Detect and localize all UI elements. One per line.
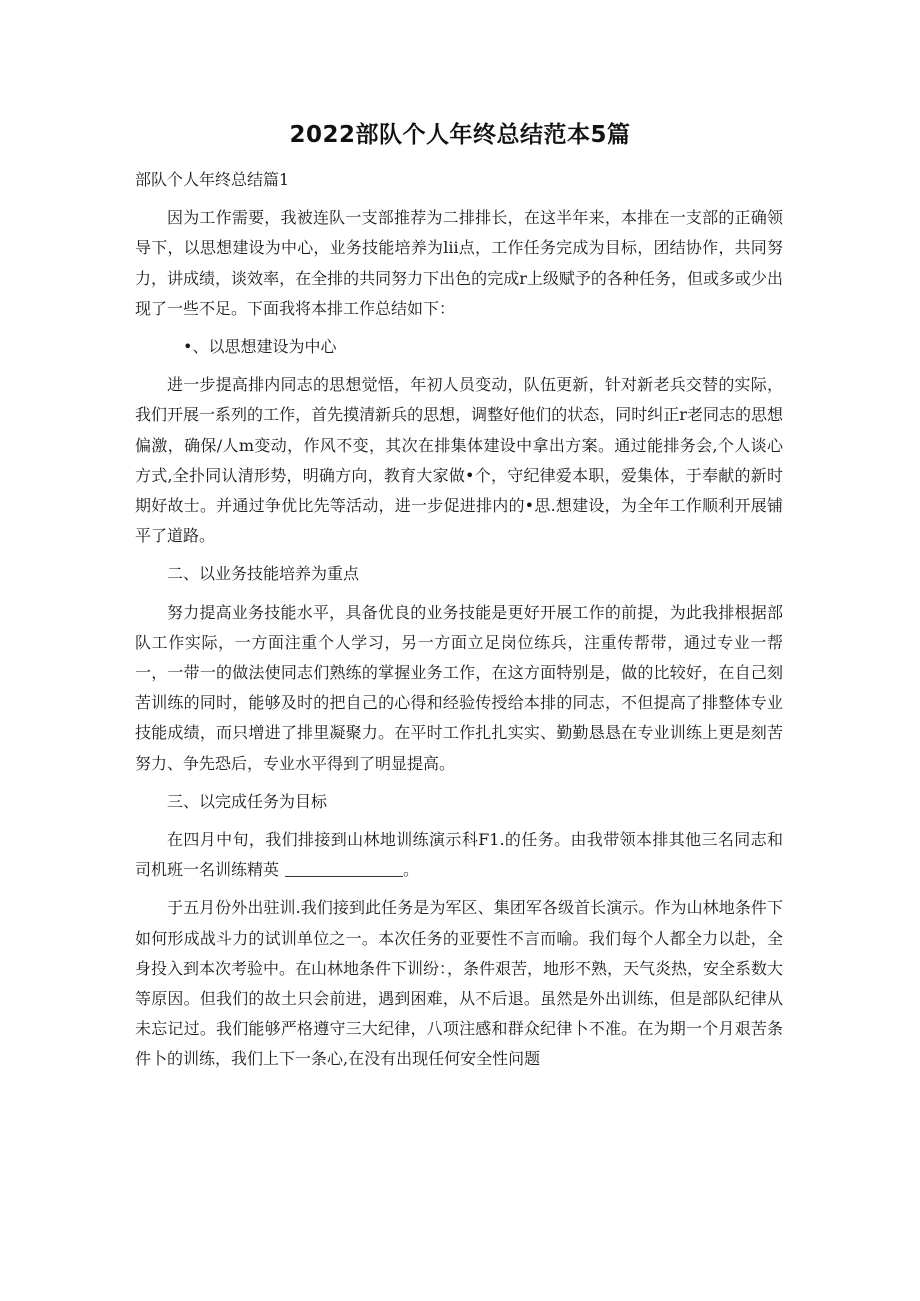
heading-tasks: 三、以完成任务为目标	[167, 791, 328, 811]
skills-paragraph: 努力提高业务技能水平，具备优良的业务技能是更好开展工作的前提，为此我排根据部队工作实际，一方面注重个人学习，另一方面立足岗位练兵，注重传帮带，通过专业一帮一，一带一的做法使同志们熟练的掌握业务工作，在这方面特别是，做的比较好，在自己刻苦训练的同时，能够及时的把自己的心得和经验传授给本排的同志，不但提高了排整体专业技能成绩，而只增进了排里凝聚力。在平时工作扎扎实实、勤勤恳恳在专业训练上更是刻苦努力、争先恐后，专业水平得到了明显提高。	[135, 602, 783, 773]
tasks-paragraph-end: 。	[403, 860, 420, 880]
training-paragraph: 于五月份外出驻训.我们接到此任务是为军区、集团军各级首长演示。作为山林地条件下如何形成战斗力的试训单位之一。本次任务的亚要性不言而喻。我们每个人都全力以赴，全身投入到本次考验中。在山林地条件下训纷：，条件艰苦，地形不熟，天气炎热，安全系数大等原因。但我们的故土只会前进，遇到困难，从不后退。虽然是外出训练，但是部队纪律从未忘记过。我们能够严格遵守三大纪律，八项注感和群众纪律卜不准。在为期一个月艰苦条件卜的训练，我们上下一条心,在没有出现任何安全性问题	[135, 898, 784, 1069]
tasks-paragraph	[135, 825, 783, 885]
section-subtitle: 部队个人年终总结篇1	[135, 170, 290, 189]
tasks-paragraph-text: 在四月中旬，我们排接到山林地训练演示科F1.的任务。由我带领本排其他三名同志和司机班一名训练精英	[135, 830, 783, 880]
heading-skills: 二、以业务技能培养为重点	[167, 564, 360, 584]
fill-in-blank-line	[285, 860, 403, 877]
heading-ideology: •、以思想建设为中心	[183, 337, 337, 357]
ideology-paragraph: 进一步提高排内同志的思想觉悟，年初人员变动，队伍更新，针对新老兵交替的实际，我们开展一系列的工作，首先摸清新兵的思想，调整好他们的状态，同时纠正r老同志的思想偏激，确保/人m变动，作风不变，其次在排集体建设中拿出方案。通过能排务会,个人谈心方式,全扑同认清形势，明确方向，教育大家做•个，守纪律爱本职，爱集体，于奉献的新时期好故士。并通过争优比先等活动，进一步促进排内的•思.想建设，为全年工作顺利开展铺平了道路。	[135, 375, 783, 546]
document-title: 2022部队个人年终总结范本5篇	[289, 122, 631, 148]
intro-paragraph: 因为工作需要，我被连队一支部推荐为二排排长，在这半年来，本排在一支部的正确领导下，以思想建设为中心，业务技能培养为lii点，工作任务完成为目标，团结协作，共同努力，讲成绩，谈效率，在全排的共同努力下出色的完成r上级赋予的各种任务，但或多或少出现了一些不足。下面我将本排工作总结如下：	[135, 208, 783, 318]
document-body	[135, 165, 783, 1083]
